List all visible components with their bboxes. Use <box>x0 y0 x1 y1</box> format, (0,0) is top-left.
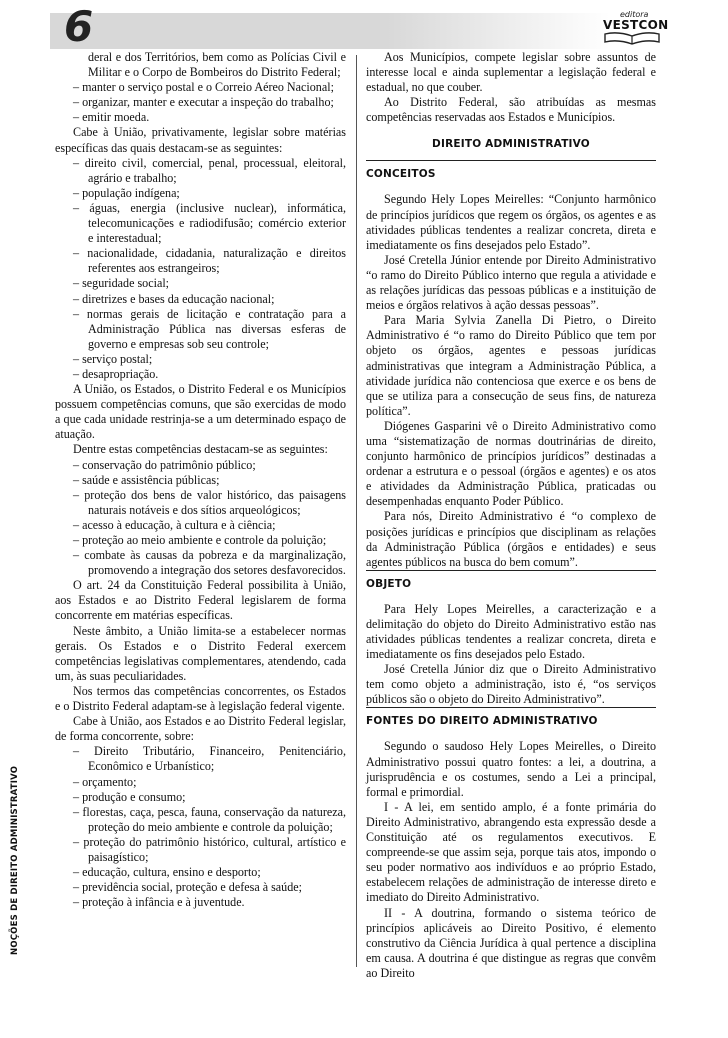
list-item: – serviço postal; <box>73 351 153 366</box>
open-book-icon <box>603 31 661 45</box>
paragraph: II - A doutrina, formando o sistema teórico de princípios aplicáveis ao Direito Positivo, é elemento construtivo da Ciência Jurídica à qual pertence a disciplina em causa. A doutrina é que distingue as regras que convêm ao Direito <box>366 905 656 980</box>
left-column <box>55 50 346 910</box>
logo-publisher-label: editora <box>620 10 649 19</box>
list-item: – educação, cultura, ensino e desporto; <box>73 865 261 880</box>
paragraph: Aos Municípios, compete legislar sobre assuntos de interesse local e ainda suplementar a legislação federal e estadual, no que couber. <box>366 50 656 95</box>
list-item: – proteção do patrimônio histórico, cultural, artístico e paisagístico; <box>73 834 346 864</box>
list-item: – população indígena; <box>73 185 180 200</box>
column-divider <box>356 55 357 967</box>
list-item: – Direito Tributário, Financeiro, Penitenciário, Econômico e Urbanístico; <box>73 744 346 774</box>
list-item: – nacionalidade, cidadania, naturalização e direitos referentes aos estrangeiros; <box>73 246 346 276</box>
right-column <box>366 50 656 981</box>
paragraph: Para Hely Lopes Meirelles, a caracterização e a delimitação do objeto do Direito Administrativo estão nas atividades públicas tendentes a realizar concreta, direta e imediatamente os fins desejados pelo Estado. <box>366 601 656 662</box>
paragraph: Nos termos das competências concorrentes, os Estados e o Distrito Federal adaptam-se à legislação federal vigente. <box>55 683 346 714</box>
section-heading: OBJETO <box>366 570 656 592</box>
paragraph: Neste âmbito, a União limita-se a estabelecer normas gerais. Os Estados e o Distrito Federal exercem competências legislativas complementares, atendendo, cada um, às suas peculiaridades. <box>55 623 346 683</box>
paragraph: O art. 24 da Constituição Federal possibilita à União, aos Estados e ao Distrito Federal legislarem de forma concorrente em matérias específicas. <box>55 578 346 623</box>
paragraph: Diógenes Gasparini vê o Direito Administrativo como uma “sistematização de normas doutrinárias de direito, conjunto harmônico de princípios jurídicos” destinadas a ordenar a estrutura e o pessoal (órgãos e agentes) e os atos e atividades da Administração Pública, praticadas ou desempenhadas enquanto Poder Público. <box>366 418 656 509</box>
list-item: – manter o serviço postal e o Correio Aéreo Nacional; <box>73 80 334 95</box>
list-item: – normas gerais de licitação e contratação para a Administração Pública nas diversas esferas de governo e empresas sob seu controle; <box>73 306 346 351</box>
paragraph: José Cretella Júnior entende por Direito Administrativo “o ramo do Direito Público interno que regula a atividade e as relações jurídicas das pessoas públicas e a instituição de meios e órgãos relativos à ação dessas pessoas”. <box>366 252 656 313</box>
list-item: – águas, energia (inclusive nuclear), informática, telecomunicações e radiodifusão; comércio exterior e interestadual; <box>73 200 346 246</box>
logo-brand: VESTCON <box>603 18 669 32</box>
list-item: – organizar, manter e executar a inspeção do trabalho; <box>73 95 334 110</box>
section-title: DIREITO ADMINISTRATIVO <box>432 138 590 151</box>
section-heading: FONTES DO DIREITO ADMINISTRATIVO <box>366 707 656 729</box>
side-section-label: NOÇÕES DE DIREITO ADMINISTRATIVO <box>10 765 20 955</box>
paragraph: Ao Distrito Federal, são atribuídas as mesmas competências reservadas aos Estados e Municípios. <box>366 95 656 125</box>
list-item: – desapropriação. <box>73 366 159 381</box>
paragraph: Para nós, Direito Administrativo é “o complexo de posições jurídicas e princípios que disciplinam as relações da Administração Pública (órgãos e entidades) e seus agentes públicos na busca do bem comum”. <box>366 509 656 569</box>
list-item: – conservação do patrimônio público; <box>73 457 256 472</box>
list-item: – proteção dos bens de valor histórico, das paisagens naturais notáveis e dos sítios arqueológicos; <box>73 487 346 517</box>
list-item: – produção e consumo; <box>73 789 186 804</box>
list-item: – proteção ao meio ambiente e controle da poluição; <box>73 533 327 547</box>
paragraph: Segundo o saudoso Hely Lopes Meirelles, o Direito Administrativo possui quatro fontes: a lei, a doutrina, a jurisprudência e os costumes, sendo a Lei a principal, formal e primordial. <box>366 739 656 799</box>
header-band <box>50 13 610 49</box>
list-item: deral e dos Territórios, bem como as Polícias Civil e Militar e o Corpo de Bombeiros do Distrito Federal; <box>88 50 346 80</box>
list-item: – combate às causas da pobreza e da marginalização, promovendo a integração dos setores desfavorecidos. <box>73 548 346 578</box>
list-item: – emitir moeda. <box>73 110 150 125</box>
paragraph: I - A lei, em sentido amplo, é a fonte primária do Direito Administrativo, abrangendo esta expressão desde a Constituição até os regulamentos executivos. E compreende-se que assim seja, porque tais atos, impondo o seu poder normativo aos indivíduos e ao próprio Estado, estabelecem relações de administração de interesse direto e imediato do Direito Administrativo. <box>366 799 656 905</box>
list-item: – acesso à educação, à cultura e à ciência; <box>73 517 276 532</box>
list-item: – seguridade social; <box>73 276 170 291</box>
list-item: – diretrizes e bases da educação nacional; <box>73 291 275 306</box>
list-item: – orçamento; <box>73 774 137 789</box>
list-item: – florestas, caça, pesca, fauna, conservação da natureza, proteção do meio ambiente e controle da poluição; <box>73 804 346 834</box>
paragraph: Cabe à União, privativamente, legislar sobre matérias específicas das quais destacam-se as seguintes: <box>55 125 346 155</box>
paragraph: A União, os Estados, o Distrito Federal e os Municípios possuem competências comuns, que são exercidas de modo a que cada unidade restrinja-se a um determinado espaço de atuação. <box>55 382 346 442</box>
paragraph: Dentre estas competências destacam-se as seguintes: <box>73 442 328 457</box>
list-item: – direito civil, comercial, penal, processual, eleitoral, agrário e trabalho; <box>73 155 346 185</box>
paragraph: Segundo Hely Lopes Meirelles: “Conjunto harmônico de princípios jurídicos que regem os órgãos, os agentes e as atividades públicas tendentes a realizar concreta, direta e imediatamente os fins desejados pelo Estado”. <box>366 192 656 252</box>
paragraph: Cabe à União, aos Estados e ao Distrito Federal legislar, de forma concorrente, sobre: <box>55 714 346 744</box>
list-item: – proteção à infância e à juventude. <box>73 895 245 910</box>
paragraph: José Cretella Júnior diz que o Direito Administrativo tem como objeto a administração, isto é, “os serviços públicos são o objeto do Direito Administrativo”. <box>366 662 656 707</box>
paragraph: Para Maria Sylvia Zanella Di Pietro, o Direito Administrativo é “o ramo do Direito Público que tem por objeto os órgãos, agentes e pessoas jurídicas administrativas que integram a Administração Pública, a atividade jurídica não contenciosa que exerce e os bens de que se utiliza para a consecução de seus fins, de natureza política”. <box>366 313 656 418</box>
page-number: 6 <box>64 2 94 51</box>
list-item: – previdência social, proteção e defesa à saúde; <box>73 880 302 895</box>
section-heading: CONCEITOS <box>366 160 656 182</box>
list-item: – saúde e assistência públicas; <box>73 472 220 487</box>
